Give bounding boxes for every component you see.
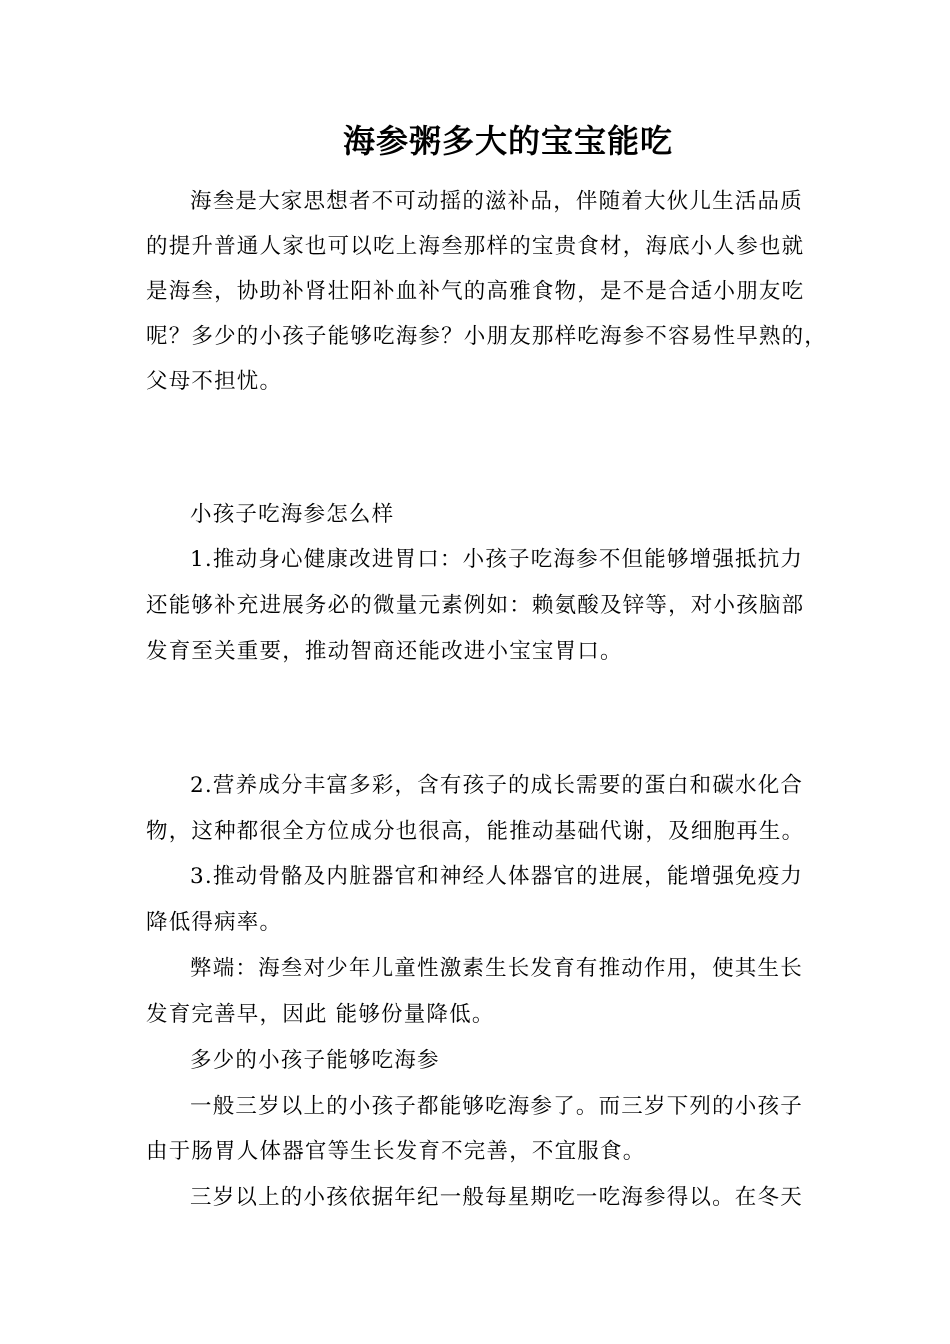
- frequency-line-1: 三岁以上的小孩依据年纪一般每星期吃一吃海参得以。在冬天: [190, 1185, 803, 1210]
- section-heading-benefits: 小孩子吃海参怎么样: [190, 502, 395, 527]
- drawback-line-2: 发育完善早，因此 能够份量降低。: [146, 1002, 495, 1027]
- point-1-line-1: 1.推动身心健康改进胃口：小孩子吃海参不但能够增强抵抗力: [190, 547, 804, 572]
- intro-line-2: 的提升普通人家也可以吃上海叁那样的宝贵食材，海底小人参也就: [146, 234, 805, 259]
- section-heading-age: 多少的小孩子能够吃海参: [190, 1048, 440, 1073]
- point-3-line-2: 降低得病率。: [146, 910, 283, 935]
- drawback-line-1: 弊端：海叁对少年儿童性激素生长发育有推动作用，使其生长: [190, 956, 803, 981]
- intro-line-4: 呢？多少的小孩子能够吃海参？小朋友那样吃海参不容易性早熟的，: [146, 324, 828, 349]
- intro-line-5: 父母不担忧。: [146, 369, 283, 394]
- point-2-line-1: 2.营养成分丰富多彩，含有孩子的成长需要的蛋白和碳水化合: [190, 773, 804, 798]
- point-1-line-2: 还能够补充进展务必的微量元素例如：赖氨酸及锌等，对小孩脑部: [146, 593, 805, 618]
- age-line-1: 一般三岁以上的小孩子都能够吃海参了。而三岁下列的小孩子: [190, 1094, 803, 1119]
- point-2-line-2: 物，这种都很全方位成分也很高，能推动基础代谢，及细胞再生。: [146, 819, 805, 844]
- intro-line-3: 是海叁，协助补肾壮阳补血补气的高雅食物，是不是合适小朋友吃: [146, 279, 805, 304]
- point-3-line-1: 3.推动骨骼及内脏器官和神经人体器官的进展，能增强免疫力: [190, 864, 804, 889]
- age-line-2: 由于肠胃人体器官等生长发育不完善，不宜服食。: [146, 1139, 646, 1164]
- document-title: 海参粥多大的宝宝能吃: [342, 122, 673, 160]
- point-1-line-3: 发育至关重要，推动智商还能改进小宝宝胃口。: [146, 639, 623, 664]
- intro-line-1: 海叁是大家思想者不可动摇的滋补品，伴随着大伙儿生活品质: [190, 189, 803, 214]
